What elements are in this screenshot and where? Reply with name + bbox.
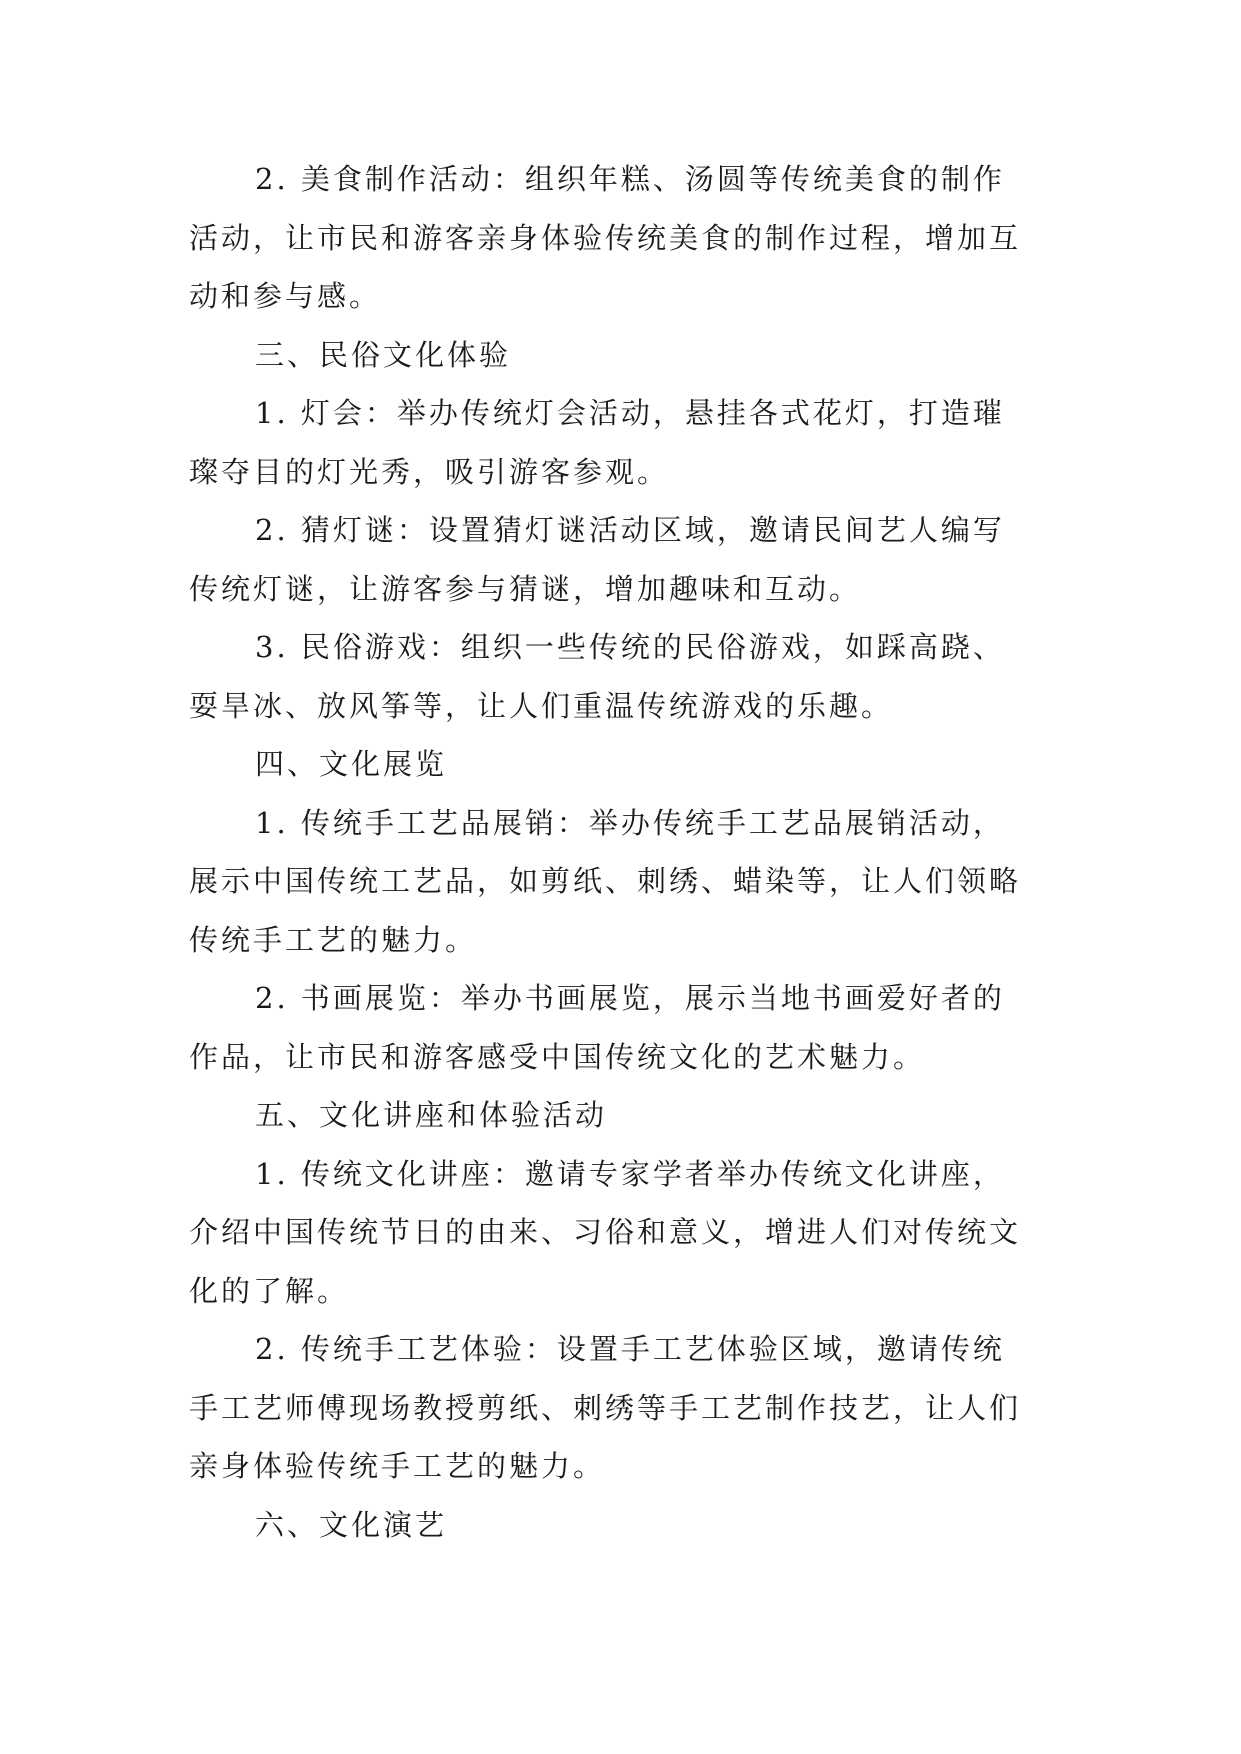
paragraph-line: 传统手工艺的魅力。	[189, 922, 478, 957]
paragraph-line: 2. 传统手工艺体验：设置手工艺体验区域，邀请传统	[255, 1332, 1005, 1366]
document-body	[189, 150, 1069, 1554]
paragraph-item-lantern-riddles	[189, 501, 1069, 618]
paragraph-item-folk-games	[189, 618, 1069, 735]
paragraph-item-lantern-fair	[189, 384, 1069, 501]
section-heading-text: 五、文化讲座和体验活动	[255, 1098, 608, 1132]
paragraph-line: 展示中国传统工艺品，如剪纸、刺绣、蜡染等，让人们领略	[189, 864, 1022, 898]
section-heading-text: 六、文化演艺	[255, 1507, 448, 1542]
paragraph-line: 亲身体验传统手工艺的魅力。	[189, 1449, 606, 1483]
section-heading-lectures-activities	[189, 1086, 1069, 1145]
paragraph-line: 1. 灯会：举办传统灯会活动，悬挂各式花灯，打造璀	[255, 396, 1005, 430]
paragraph-item-calligraphy-exhibition	[189, 969, 1069, 1086]
section-heading-folk-culture	[189, 326, 1069, 385]
paragraph-line: 2. 猜灯谜：设置猜灯谜活动区域，邀请民间艺人编写	[255, 513, 1005, 547]
section-heading-cultural-exhibition	[189, 735, 1069, 794]
paragraph-line: 2. 书画展览：举办书画展览，展示当地书画爱好者的	[255, 981, 1005, 1015]
paragraph-item-food-making	[189, 150, 1069, 326]
paragraph-line: 手工艺师傅现场教授剪纸、刺绣等手工艺制作技艺，让人们	[189, 1390, 1022, 1425]
paragraph-item-handicraft-experience	[189, 1320, 1069, 1496]
section-heading-performances	[189, 1496, 1069, 1555]
paragraph-line: 化的了解。	[189, 1273, 350, 1308]
paragraph-line: 1. 传统文化讲座：邀请专家学者举办传统文化讲座，	[255, 1156, 1005, 1191]
paragraph-item-handicraft-sale	[189, 794, 1069, 970]
paragraph-line: 2. 美食制作活动：组织年糕、汤圆等传统美食的制作	[255, 162, 1005, 196]
paragraph-line: 璨夺目的灯光秀，吸引游客参观。	[189, 454, 670, 489]
section-heading-text: 三、民俗文化体验	[255, 337, 512, 372]
paragraph-line: 3. 民俗游戏：组织一些传统的民俗游戏，如踩高跷、	[255, 630, 1005, 664]
paragraph-line: 作品，让市民和游客感受中国传统文化的艺术魅力。	[189, 1039, 926, 1074]
paragraph-line: 1. 传统手工艺品展销：举办传统手工艺品展销活动，	[255, 805, 1005, 840]
paragraph-line: 活动，让市民和游客亲身体验传统美食的制作过程，增加互	[189, 220, 1022, 255]
section-heading-text: 四、文化展览	[255, 747, 448, 781]
paragraph-line: 传统灯谜，让游客参与猜谜，增加趣味和互动。	[189, 571, 862, 606]
paragraph-line: 动和参与感。	[189, 279, 382, 313]
paragraph-item-culture-lecture	[189, 1145, 1069, 1321]
paragraph-line: 耍旱冰、放风筝等，让人们重温传统游戏的乐趣。	[189, 688, 894, 723]
paragraph-line: 介绍中国传统节日的由来、习俗和意义，增进人们对传统文	[189, 1215, 1022, 1249]
